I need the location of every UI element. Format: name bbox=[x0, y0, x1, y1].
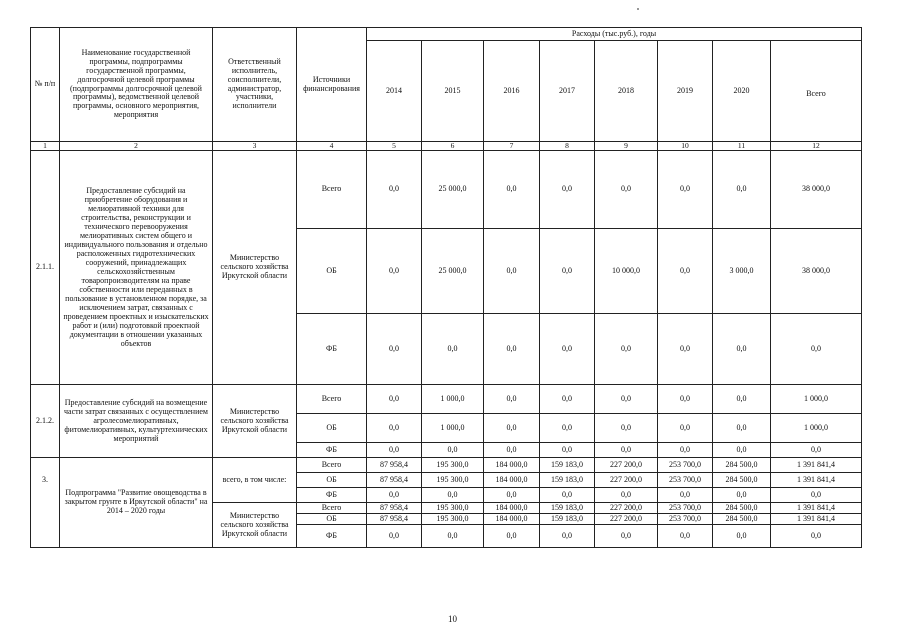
amount-cell: 0,0 bbox=[713, 443, 771, 458]
row-executor-ministry: Министерство сельского хозяйства Иркутской области bbox=[213, 503, 297, 548]
header-year: 2014 bbox=[367, 41, 422, 142]
amount-cell: 0,0 bbox=[484, 151, 540, 229]
amount-cell: 253 700,0 bbox=[658, 473, 713, 488]
amount-cell: 0,0 bbox=[658, 385, 713, 414]
funding-source: ОБ bbox=[297, 414, 367, 443]
amount-cell: 0,0 bbox=[422, 488, 484, 503]
amount-cell: 0,0 bbox=[713, 314, 771, 385]
header-year: 2015 bbox=[422, 41, 484, 142]
column-index: 2 bbox=[60, 142, 213, 151]
amount-cell: 0,0 bbox=[540, 151, 595, 229]
amount-cell: 159 183,0 bbox=[540, 458, 595, 473]
amount-cell: 159 183,0 bbox=[540, 503, 595, 514]
amount-cell: 0,0 bbox=[658, 525, 713, 548]
column-index: 12 bbox=[771, 142, 862, 151]
funding-source: ФБ bbox=[297, 525, 367, 548]
row-executor-all: всего, в том числе: bbox=[213, 458, 297, 503]
amount-cell: 227 200,0 bbox=[595, 514, 658, 525]
amount-cell: 284 500,0 bbox=[713, 514, 771, 525]
total-cell: 38 000,0 bbox=[771, 229, 862, 314]
amount-cell: 159 183,0 bbox=[540, 514, 595, 525]
scan-speck bbox=[637, 8, 639, 10]
amount-cell: 0,0 bbox=[422, 525, 484, 548]
amount-cell: 0,0 bbox=[484, 385, 540, 414]
amount-cell: 0,0 bbox=[422, 443, 484, 458]
amount-cell: 0,0 bbox=[367, 385, 422, 414]
amount-cell: 227 200,0 bbox=[595, 458, 658, 473]
funding-source: ОБ bbox=[297, 229, 367, 314]
amount-cell: 3 000,0 bbox=[713, 229, 771, 314]
amount-cell: 0,0 bbox=[540, 385, 595, 414]
amount-cell: 0,0 bbox=[367, 229, 422, 314]
column-index: 11 bbox=[713, 142, 771, 151]
total-cell: 0,0 bbox=[771, 314, 862, 385]
amount-cell: 253 700,0 bbox=[658, 503, 713, 514]
amount-cell: 0,0 bbox=[484, 414, 540, 443]
amount-cell: 253 700,0 bbox=[658, 514, 713, 525]
header-year: 2016 bbox=[484, 41, 540, 142]
amount-cell: 195 300,0 bbox=[422, 473, 484, 488]
table-row bbox=[31, 458, 862, 473]
funding-source: ФБ bbox=[297, 488, 367, 503]
funding-source: Всего bbox=[297, 151, 367, 229]
total-cell: 1 391 841,4 bbox=[771, 458, 862, 473]
header-name: Наименование государственной программы, подпрограммы государственной программы, долгосрочной целевой программы (подпрограммы долгосрочной целевой программы), ведомственной целевой программы, основного мероприятия, мероприятия bbox=[60, 28, 213, 142]
row-number: 3. bbox=[31, 458, 60, 548]
amount-cell: 159 183,0 bbox=[540, 473, 595, 488]
header-num: № п/п bbox=[31, 28, 60, 142]
amount-cell: 1 000,0 bbox=[422, 385, 484, 414]
amount-cell: 0,0 bbox=[422, 314, 484, 385]
table-row bbox=[31, 385, 862, 414]
amount-cell: 0,0 bbox=[713, 488, 771, 503]
row-executor: Министерство сельского хозяйства Иркутской области bbox=[213, 151, 297, 385]
amount-cell: 0,0 bbox=[367, 151, 422, 229]
amount-cell: 0,0 bbox=[658, 314, 713, 385]
amount-cell: 253 700,0 bbox=[658, 458, 713, 473]
funding-source: ФБ bbox=[297, 443, 367, 458]
amount-cell: 0,0 bbox=[540, 525, 595, 548]
amount-cell: 10 000,0 bbox=[595, 229, 658, 314]
amount-cell: 284 500,0 bbox=[713, 503, 771, 514]
header-expenses: Расходы (тыс.руб.), годы bbox=[367, 28, 862, 41]
total-cell: 1 391 841,4 bbox=[771, 503, 862, 514]
budget-table bbox=[30, 27, 862, 548]
header-year: 2019 bbox=[658, 41, 713, 142]
row-name: Подпрограмма "Развитие овощеводства в закрытом грунте в Иркутской области" на 2014 – 2020 годы bbox=[60, 458, 213, 548]
amount-cell: 184 000,0 bbox=[484, 458, 540, 473]
amount-cell: 0,0 bbox=[484, 314, 540, 385]
total-cell: 1 000,0 bbox=[771, 414, 862, 443]
column-index: 7 bbox=[484, 142, 540, 151]
funding-source: Всего bbox=[297, 385, 367, 414]
total-cell: 1 391 841,4 bbox=[771, 473, 862, 488]
amount-cell: 0,0 bbox=[713, 414, 771, 443]
amount-cell: 0,0 bbox=[367, 314, 422, 385]
column-index: 5 bbox=[367, 142, 422, 151]
amount-cell: 184 000,0 bbox=[484, 503, 540, 514]
funding-source: Всего bbox=[297, 503, 367, 514]
total-cell: 0,0 bbox=[771, 488, 862, 503]
column-index-row bbox=[31, 142, 862, 151]
row-name: Предоставление субсидий на приобретение оборудования и мелиоративной техники для строительства, реконструкции и технического перевооружения мелиоративных систем общего и индивидуального пользования и отдельно расположенных гидротехнических сооружений, принадлежащих сельскохозяйственным товаропроизводителям на праве собственности или переданных в пользование в установленном порядке, за исключением затрат, связанных с проведением проектных и изыскательских работ и (или) подготовкой проектной документации в отношении указанных объектов bbox=[60, 151, 213, 385]
column-index: 4 bbox=[297, 142, 367, 151]
column-index: 10 bbox=[658, 142, 713, 151]
amount-cell: 0,0 bbox=[595, 314, 658, 385]
total-cell: 0,0 bbox=[771, 443, 862, 458]
amount-cell: 0,0 bbox=[484, 525, 540, 548]
amount-cell: 0,0 bbox=[540, 488, 595, 503]
amount-cell: 25 000,0 bbox=[422, 229, 484, 314]
table-row bbox=[31, 151, 862, 229]
amount-cell: 0,0 bbox=[658, 151, 713, 229]
page-number: 10 bbox=[448, 614, 457, 624]
funding-source: ОБ bbox=[297, 514, 367, 525]
column-index: 1 bbox=[31, 142, 60, 151]
total-cell: 0,0 bbox=[771, 525, 862, 548]
amount-cell: 0,0 bbox=[713, 525, 771, 548]
header-year: 2018 bbox=[595, 41, 658, 142]
header-executor: Ответственный исполнитель, соисполнители, администратор, участники, исполнители bbox=[213, 28, 297, 142]
amount-cell: 0,0 bbox=[367, 488, 422, 503]
amount-cell: 25 000,0 bbox=[422, 151, 484, 229]
column-index: 8 bbox=[540, 142, 595, 151]
amount-cell: 0,0 bbox=[595, 414, 658, 443]
amount-cell: 0,0 bbox=[595, 488, 658, 503]
row-name: Предоставление субсидий на возмещение части затрат связанных с осуществлением агролесомелиоративных, фитомелиоративных, культуртехнических мероприятий bbox=[60, 385, 213, 458]
amount-cell: 0,0 bbox=[713, 385, 771, 414]
amount-cell: 284 500,0 bbox=[713, 473, 771, 488]
header-sources: Источники финансирования bbox=[297, 28, 367, 142]
amount-cell: 87 958,4 bbox=[367, 514, 422, 525]
amount-cell: 195 300,0 bbox=[422, 503, 484, 514]
amount-cell: 87 958,4 bbox=[367, 458, 422, 473]
amount-cell: 184 000,0 bbox=[484, 514, 540, 525]
amount-cell: 0,0 bbox=[713, 151, 771, 229]
amount-cell: 0,0 bbox=[484, 443, 540, 458]
amount-cell: 184 000,0 bbox=[484, 473, 540, 488]
amount-cell: 0,0 bbox=[595, 525, 658, 548]
amount-cell: 284 500,0 bbox=[713, 458, 771, 473]
amount-cell: 87 958,4 bbox=[367, 503, 422, 514]
amount-cell: 0,0 bbox=[658, 443, 713, 458]
column-index: 9 bbox=[595, 142, 658, 151]
amount-cell: 0,0 bbox=[595, 151, 658, 229]
amount-cell: 195 300,0 bbox=[422, 514, 484, 525]
amount-cell: 0,0 bbox=[540, 443, 595, 458]
funding-source: Всего bbox=[297, 458, 367, 473]
total-cell: 1 391 841,4 bbox=[771, 514, 862, 525]
amount-cell: 0,0 bbox=[367, 414, 422, 443]
amount-cell: 227 200,0 bbox=[595, 473, 658, 488]
row-number: 2.1.1. bbox=[31, 151, 60, 385]
funding-source: ОБ bbox=[297, 473, 367, 488]
amount-cell: 195 300,0 bbox=[422, 458, 484, 473]
row-executor: Министерство сельского хозяйства Иркутской области bbox=[213, 385, 297, 458]
amount-cell: 87 958,4 bbox=[367, 473, 422, 488]
column-index: 6 bbox=[422, 142, 484, 151]
header-year: 2017 bbox=[540, 41, 595, 142]
amount-cell: 0,0 bbox=[540, 314, 595, 385]
amount-cell: 0,0 bbox=[595, 385, 658, 414]
amount-cell: 0,0 bbox=[595, 443, 658, 458]
amount-cell: 1 000,0 bbox=[422, 414, 484, 443]
header-row bbox=[31, 28, 862, 41]
amount-cell: 0,0 bbox=[540, 414, 595, 443]
funding-source: ФБ bbox=[297, 314, 367, 385]
amount-cell: 227 200,0 bbox=[595, 503, 658, 514]
header-total: Всего bbox=[771, 41, 862, 142]
amount-cell: 0,0 bbox=[540, 229, 595, 314]
amount-cell: 0,0 bbox=[658, 229, 713, 314]
amount-cell: 0,0 bbox=[367, 443, 422, 458]
amount-cell: 0,0 bbox=[484, 229, 540, 314]
amount-cell: 0,0 bbox=[484, 488, 540, 503]
header-year: 2020 bbox=[713, 41, 771, 142]
total-cell: 1 000,0 bbox=[771, 385, 862, 414]
total-cell: 38 000,0 bbox=[771, 151, 862, 229]
row-number: 2.1.2. bbox=[31, 385, 60, 458]
amount-cell: 0,0 bbox=[658, 488, 713, 503]
amount-cell: 0,0 bbox=[367, 525, 422, 548]
column-index: 3 bbox=[213, 142, 297, 151]
amount-cell: 0,0 bbox=[658, 414, 713, 443]
